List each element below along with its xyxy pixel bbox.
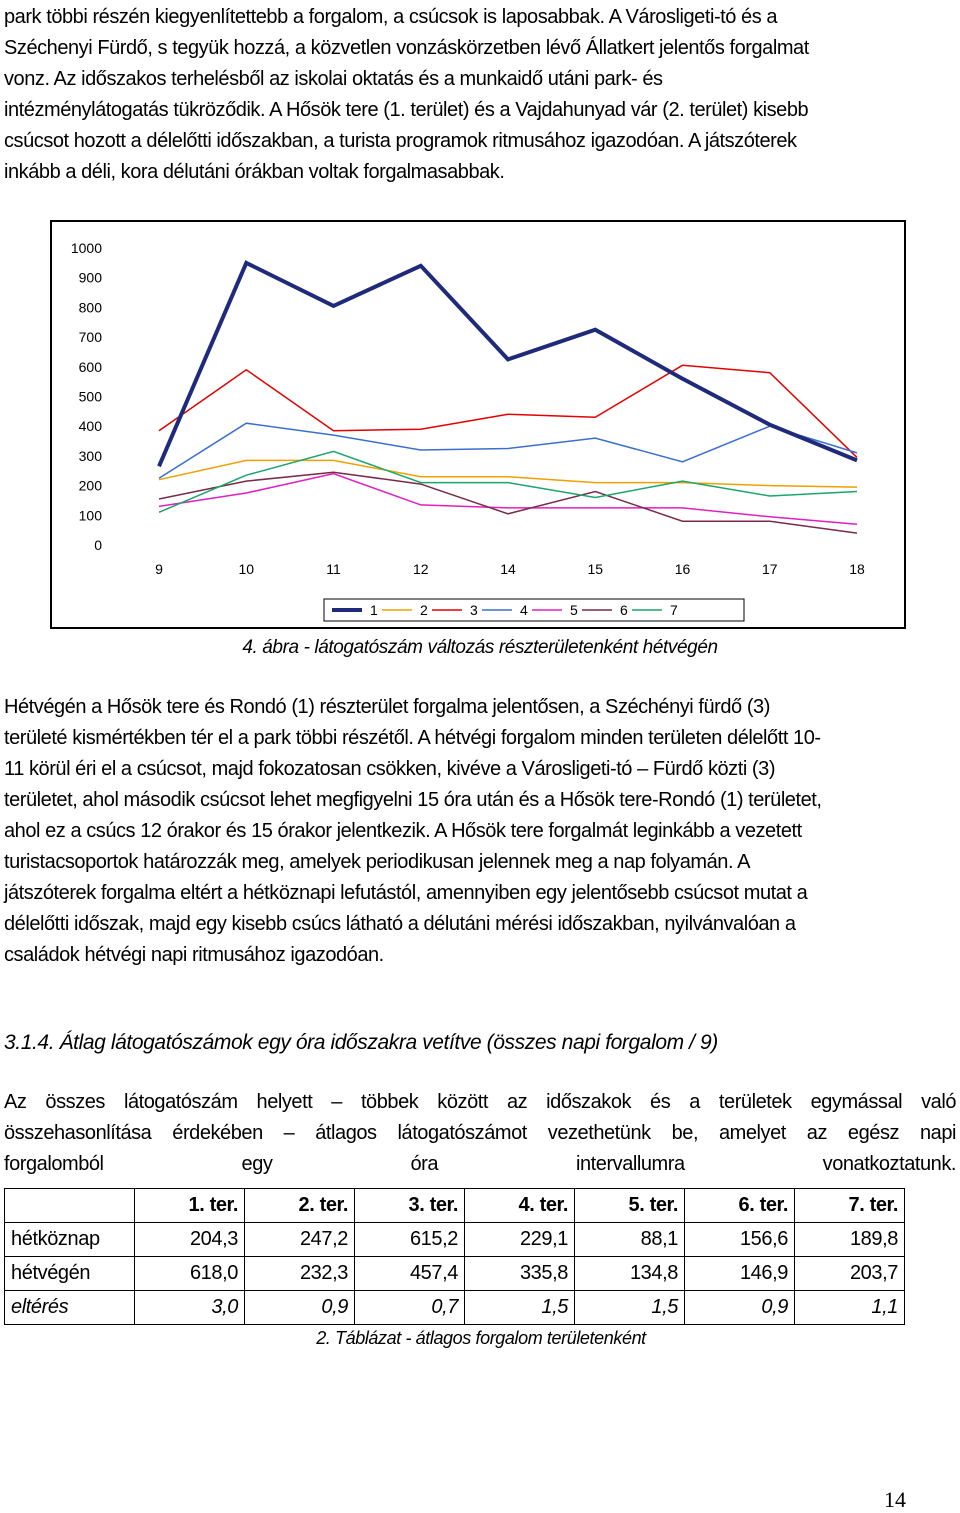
- table-cell: 88,1: [575, 1223, 685, 1257]
- text-line: délelőtti időszak, majd egy kisebb csúcs látható a délutáni mérési időszakban, nyilvánvalóan a: [4, 913, 796, 935]
- figure-caption: 4. ábra - látogatószám változás részterületenként hétvégén: [242, 637, 718, 658]
- page-number: 14: [884, 1487, 906, 1512]
- y-tick-label: 800: [78, 299, 102, 316]
- legend-label: 6: [620, 602, 628, 618]
- x-tick-label: 9: [155, 561, 163, 577]
- y-tick-label: 200: [78, 477, 102, 494]
- x-tick-label: 12: [412, 561, 429, 577]
- table-cell: 203,7: [795, 1257, 905, 1291]
- x-tick-label: 14: [500, 561, 516, 577]
- y-tick-label: 1000: [70, 240, 102, 256]
- y-tick-label: 500: [78, 388, 102, 405]
- line-chart: [50, 220, 906, 629]
- table-cell: 134,8: [575, 1257, 685, 1291]
- legend-label: 4: [520, 602, 528, 618]
- text-line: csúcsot hozott a délelőtti időszakban, a turista programok ritmusához igazodóan. A játszóterek: [4, 130, 797, 152]
- table-header-cell: 6. ter.: [685, 1189, 795, 1223]
- table-cell: 146,9: [685, 1257, 795, 1291]
- x-tick-label: 18: [849, 561, 865, 577]
- legend-label: 7: [670, 602, 678, 618]
- text-line: turistacsoportok határozzák meg, amelyek periodikusan jelennek meg a nap folyamán. A: [4, 851, 750, 873]
- x-tick-label: 11: [326, 561, 341, 577]
- y-tick-label: 900: [78, 269, 102, 286]
- series-line-5: [159, 474, 857, 525]
- table-cell: 229,1: [465, 1223, 575, 1257]
- table-header-cell: 3. ter.: [355, 1189, 465, 1223]
- table-cell: 0,9: [245, 1291, 355, 1325]
- series-line-6: [159, 472, 857, 533]
- table-row-label: hétvégén: [5, 1257, 135, 1291]
- y-tick-label: 100: [78, 507, 102, 524]
- table-header-cell: 4. ter.: [465, 1189, 575, 1223]
- table-header-row: [5, 1189, 905, 1223]
- table-row-label: hétköznap: [5, 1223, 135, 1257]
- y-tick-label: 400: [78, 418, 102, 435]
- legend-label: 5: [570, 602, 578, 618]
- table-cell: 0,7: [355, 1291, 465, 1325]
- x-tick-label: 10: [238, 561, 255, 577]
- text-line: családok hétvégi napi ritmusához igazodóan.: [4, 944, 384, 966]
- text-line: park többi részén kiegyenlítettebb a forgalom, a csúcsok is laposabbak. A Városligeti-tó és a: [4, 6, 778, 28]
- table-header-cell: 1. ter.: [135, 1189, 245, 1223]
- text-line: intézménylátogatás tükröződik. A Hősök tere (1. terület) és a Vajdahunyad vár (2. terület) kisebb: [4, 99, 809, 121]
- table-cell: 3,0: [135, 1291, 245, 1325]
- table-cell: 156,6: [685, 1223, 795, 1257]
- x-tick-label: 16: [674, 561, 691, 577]
- text-line: területé kismértékben tér el a park többi részétől. A hétvégi forgalom minden területen délelőtt 10-: [4, 727, 821, 749]
- table-cell: 615,2: [355, 1223, 465, 1257]
- text-line: forgalomból egy óra intervallumra vonatkoztatunk.: [4, 1153, 956, 1175]
- y-tick-label: 300: [78, 447, 102, 464]
- text-line: összehasonlítása érdekében – átlagos látogatószámot vezethetünk be, amelyet az egész napi: [4, 1122, 956, 1144]
- table-header-cell: 5. ter.: [575, 1189, 685, 1223]
- legend-label: 3: [470, 602, 478, 618]
- y-tick-label: 0: [94, 537, 102, 553]
- text-line: Hétvégén a Hősök tere és Rondó (1) részterület forgalma jelentősen, a Széchényi fürdő (3): [4, 696, 770, 718]
- table-cell: 1,5: [575, 1291, 685, 1325]
- text-line: Az összes látogatószám helyett – többek között az időszakok és a területek egymással való: [4, 1091, 956, 1113]
- table-cell: 1,5: [465, 1291, 575, 1325]
- y-tick-label: 700: [78, 329, 102, 346]
- series-line-3: [159, 365, 857, 457]
- section-heading: 3.1.4. Átlag látogatószámok egy óra időszakra vetítve (összes napi forgalom / 9): [4, 1031, 718, 1054]
- table-cell: 457,4: [355, 1257, 465, 1291]
- body-paragraph: [4, 692, 956, 971]
- x-tick-label: 17: [761, 561, 778, 577]
- legend-label: 2: [420, 602, 428, 618]
- table-cell: 247,2: [245, 1223, 355, 1257]
- table-cell: 1,1: [795, 1291, 905, 1325]
- text-line: 11 körül éri el a csúcsot, majd fokozatosan csökken, kivéve a Városligeti-tó – Fürdő közti (3): [4, 758, 776, 780]
- table-cell: 204,3: [135, 1223, 245, 1257]
- table-cell: 618,0: [135, 1257, 245, 1291]
- table-header-cell: 7. ter.: [795, 1189, 905, 1223]
- table-header-cell: 2. ter.: [245, 1189, 355, 1223]
- y-tick-label: 600: [78, 358, 102, 375]
- text-line: játszóterek forgalma eltért a hétköznapi lefutástól, amennyiben egy jelentősebb csúcsot mutat a: [4, 882, 808, 904]
- text-line: ahol ez a csúcs 12 órakor és 15 órakor jelentkezik. A Hősök tere forgalmát leginkább a vezetett: [4, 820, 802, 842]
- table-cell: 335,8: [465, 1257, 575, 1291]
- average-traffic-table: [4, 1188, 905, 1325]
- legend-label: 1: [370, 602, 378, 618]
- text-line: területet, ahol második csúcsot lehet megfigyelni 15 óra után és a Hősök tere-Rondó (1) területet,: [4, 789, 822, 811]
- table-cell: 232,3: [245, 1257, 355, 1291]
- series-line-1: [159, 263, 857, 466]
- table-row: [5, 1223, 905, 1257]
- table-header-cell: [5, 1189, 135, 1223]
- text-line: vonz. Az időszakos terhelésből az iskolai oktatás és a munkaidő utáni park- és: [4, 68, 663, 90]
- table-row-label: eltérés: [5, 1291, 135, 1325]
- table-row: [5, 1291, 905, 1325]
- text-line: inkább a déli, kora délutáni órákban voltak forgalmasabbak.: [4, 161, 505, 183]
- x-tick-label: 15: [587, 561, 604, 577]
- intro-paragraph: [4, 2, 956, 188]
- table-row: [5, 1257, 905, 1291]
- intro-average-paragraph: [4, 1087, 956, 1180]
- chart-canvas: [52, 222, 904, 627]
- table-cell: 0,9: [685, 1291, 795, 1325]
- text-line: Széchenyi Fürdő, s tegyük hozzá, a közvetlen vonzáskörzetben lévő Állatkert jelentős forgalmat: [4, 37, 809, 59]
- table-cell: 189,8: [795, 1223, 905, 1257]
- table-caption: 2. Táblázat - átlagos forgalom területenként: [316, 1328, 646, 1348]
